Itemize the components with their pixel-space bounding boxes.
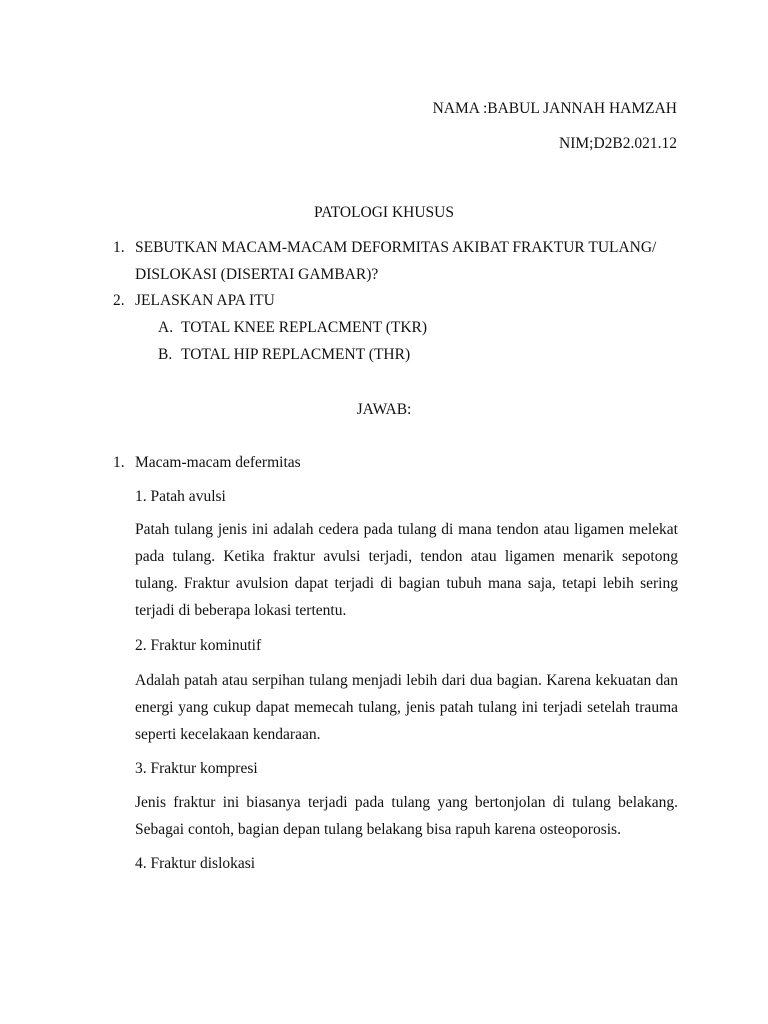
question-1-line-1: SEBUTKAN MACAM-MACAM DEFORMITAS AKIBAT FRAKTUR TULANG/ [135,239,657,256]
answer-1-number: 1. [113,454,125,471]
item-2-title: 2. Fraktur kominutif [135,637,262,654]
item-1-title: 1. Patah avulsi [135,488,226,505]
item-4-title: 4. Fraktur dislokasi [135,855,256,872]
question-2b-text: TOTAL HIP REPLACMENT (THR) [181,346,411,363]
item-2-body: Adalah patah atau serpihan tulang menjadi lebih dari dua bagian. Karena kekuatan dan energi yang cukup dapat memecah tulang, jenis patah tulang ini terjadi setelah trauma seperti kecelakaan kendaraan. [135,672,678,743]
answer-heading: JAWAB: [356,401,412,418]
document-title: PATOLOGI KHUSUS [314,204,454,221]
question-2-text: JELASKAN APA ITU [135,292,275,309]
student-name: NAMA :BABUL JANNAH HAMZAH [432,100,677,117]
question-2-number: 2. [113,292,125,309]
student-id: NIM;D2B2.021.12 [559,135,677,152]
answer-1-heading: Macam-macam defermitas [135,454,301,471]
question-2b-marker: B. [158,346,173,363]
item-3-title: 3. Fraktur kompresi [135,760,258,777]
question-1-number: 1. [113,239,125,256]
item-1-body: Patah tulang jenis ini adalah cedera pada tulang di mana tendon atau ligamen melekat pada tulang. Ketika fraktur avulsi terjadi, tendon atau ligamen menarik sepotong tulang. Fraktur avulsion dapat terjadi di bagian tubuh mana saja, tetapi lebih sering terjadi di beberapa lokasi tertentu. [135,521,678,619]
question-1-line-2: DISLOKASI (DISERTAI GAMBAR)? [135,266,379,283]
item-3-body: Jenis fraktur ini biasanya terjadi pada tulang yang bertonjolan di tulang belakang. Sebagai contoh, bagian depan tulang belakang bisa rapuh karena osteoporosis. [135,794,678,838]
question-2a-marker: A. [158,319,174,336]
question-2a-text: TOTAL KNEE REPLACMENT (TKR) [181,319,428,336]
